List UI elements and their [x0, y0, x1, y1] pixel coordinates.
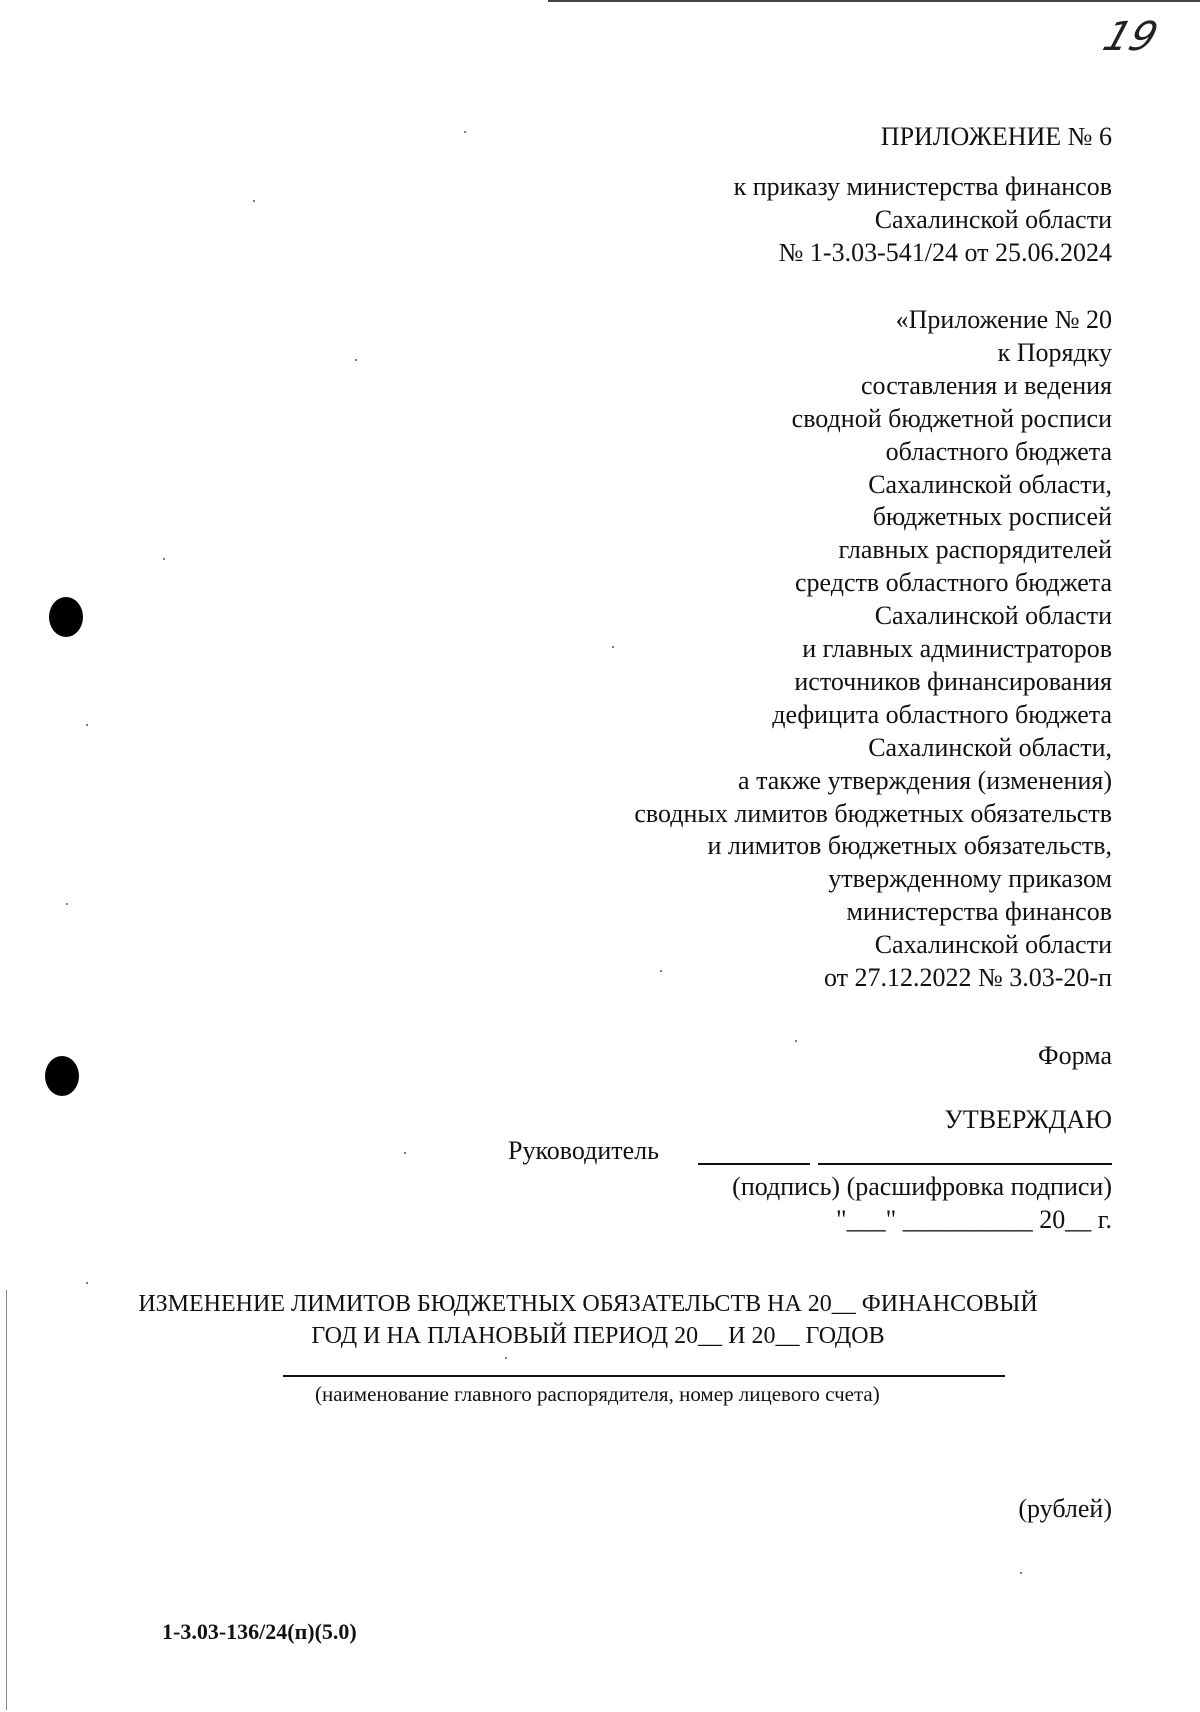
- recipient-caption: (наименование главного распорядителя, номер лицевого счета): [315, 1382, 880, 1406]
- scan-speck: [163, 558, 165, 560]
- quoted-appendix-line: утвержденному приказом: [828, 864, 1112, 893]
- quoted-appendix-line: к Порядку: [997, 338, 1112, 367]
- scan-speck: [86, 724, 88, 726]
- scan-speck: [1020, 1572, 1022, 1574]
- scan-speck: [464, 131, 466, 133]
- quoted-appendix-line: Сахалинской области,: [868, 470, 1112, 499]
- appendix-line: к приказу министерства финансов: [733, 172, 1112, 201]
- scan-speck: [86, 1282, 88, 1284]
- scan-speck: [66, 903, 68, 905]
- scan-speck: [355, 359, 357, 361]
- quoted-appendix-line: средств областного бюджета: [794, 568, 1112, 597]
- scan-speck: [795, 1040, 797, 1042]
- handwritten-page-number: 19: [1097, 14, 1164, 60]
- head-label: Руководитель: [508, 1136, 659, 1165]
- quoted-appendix-line: и лимитов бюджетных обязательств,: [707, 831, 1112, 860]
- signature-caption: (подпись) (расшифровка подписи): [732, 1172, 1112, 1201]
- form-label: Форма: [1038, 1041, 1112, 1070]
- approval-date-line: "___" __________ 20__ г.: [836, 1205, 1112, 1234]
- document-title-line-2: ГОД И НА ПЛАНОВЫЙ ПЕРИОД 20__ И 20__ ГОДОВ: [311, 1323, 885, 1349]
- quoted-appendix-line: «Приложение № 20: [895, 305, 1112, 334]
- appendix-line: № 1-3.03-541/24 от 25.06.2024: [778, 238, 1112, 267]
- quoted-appendix-line: и главных администраторов: [802, 634, 1112, 663]
- signature-decoding-line: [818, 1163, 1112, 1165]
- scan-speck: [253, 200, 255, 202]
- quoted-appendix-line: Сахалинской области,: [868, 733, 1112, 762]
- units-label: (рублей): [1018, 1494, 1112, 1523]
- scan-speck: [660, 970, 662, 972]
- quoted-appendix-line: дефицита областного бюджета: [772, 700, 1112, 729]
- quoted-appendix-line: министерства финансов: [846, 897, 1112, 926]
- punch-hole-top: [49, 597, 83, 637]
- scan-speck: [404, 1152, 406, 1154]
- left-page-edge: [6, 1290, 7, 1710]
- approval-label: УТВЕРЖДАЮ: [944, 1105, 1112, 1134]
- quoted-appendix-line: Сахалинской области: [874, 930, 1112, 959]
- top-page-edge: [548, 0, 1200, 2]
- quoted-appendix-line: от 27.12.2022 № 3.03-20-п: [823, 963, 1112, 992]
- quoted-appendix-line: источников финансирования: [794, 667, 1112, 696]
- scan-speck: [505, 1357, 507, 1359]
- quoted-appendix-line: составления и ведения: [861, 371, 1112, 400]
- appendix-line: Сахалинской области: [874, 205, 1112, 234]
- document-code: 1-3.03-136/24(п)(5.0): [162, 1619, 357, 1644]
- quoted-appendix-line: бюджетных росписей: [872, 502, 1112, 531]
- quoted-appendix-line: главных распорядителей: [838, 535, 1112, 564]
- signature-line: [698, 1163, 810, 1165]
- document-title-line-1: ИЗМЕНЕНИЕ ЛИМИТОВ БЮДЖЕТНЫХ ОБЯЗАТЕЛЬСТВ НА 20__ ФИНАНСОВЫЙ: [138, 1291, 1038, 1317]
- recipient-name-line: [283, 1375, 1005, 1377]
- quoted-appendix-line: а также утверждения (изменения): [738, 766, 1112, 795]
- scan-speck: [612, 646, 614, 648]
- quoted-appendix-line: областного бюджета: [885, 437, 1112, 466]
- quoted-appendix-line: сводной бюджетной росписи: [791, 404, 1112, 433]
- appendix-title: ПРИЛОЖЕНИЕ № 6: [880, 122, 1112, 151]
- punch-hole-bottom: [45, 1056, 79, 1096]
- quoted-appendix-line: Сахалинской области: [874, 601, 1112, 630]
- quoted-appendix-line: сводных лимитов бюджетных обязательств: [634, 799, 1112, 828]
